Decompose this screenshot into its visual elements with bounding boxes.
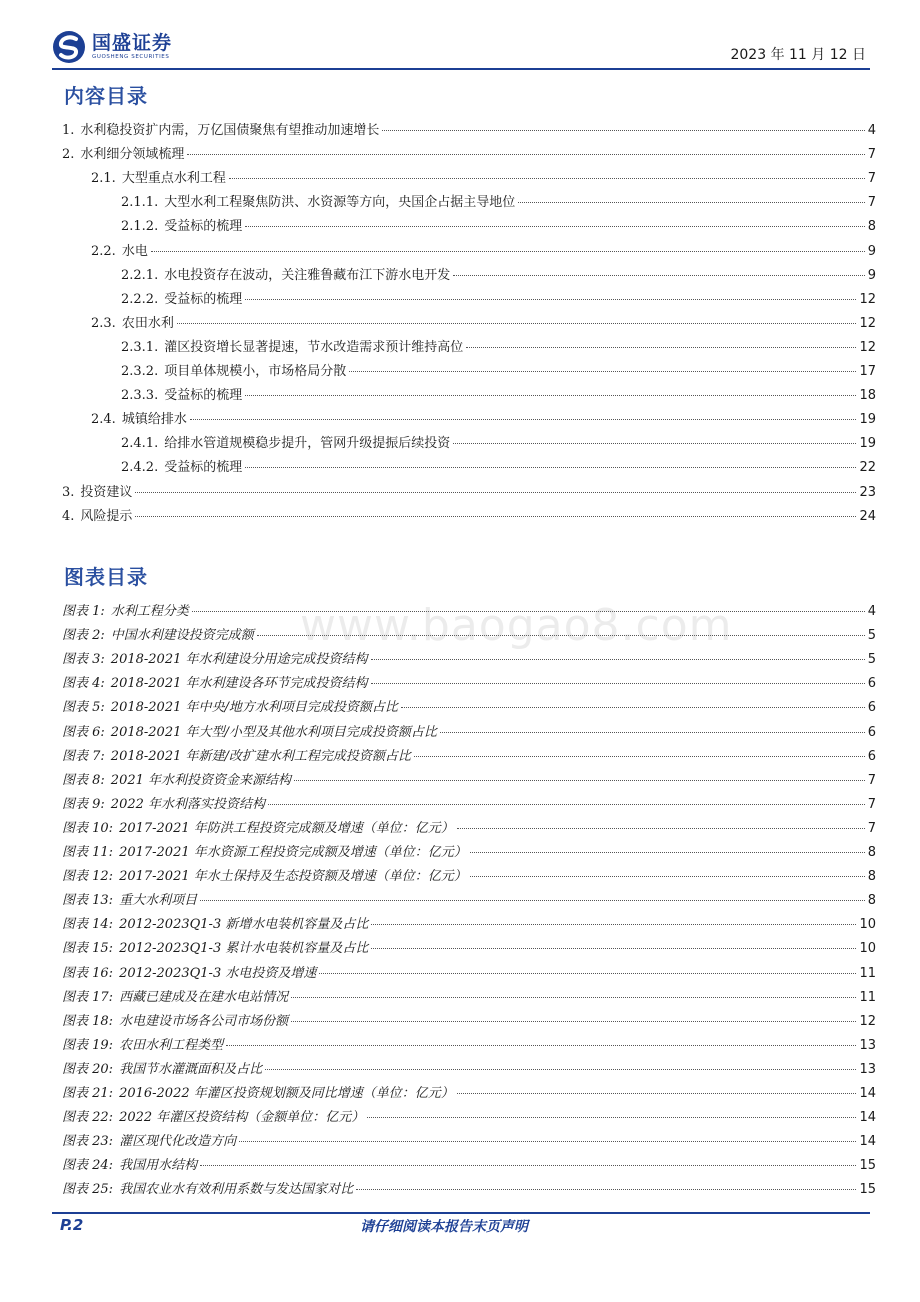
entry-number: 2.4.2. [121, 460, 159, 476]
dot-leader [239, 1141, 856, 1142]
entry-page-number: 14 [859, 1086, 876, 1101]
entry-page-number: 23 [859, 484, 876, 500]
dot-leader [226, 1045, 856, 1046]
entry-page-number: 18 [859, 388, 876, 404]
entry-title: 2022 年灌区投资结构（金额单位：亿元） [119, 1110, 365, 1126]
entry-number: 图表 10: [62, 820, 114, 836]
entry-number: 2.2.2. [121, 291, 159, 307]
figure-entry[interactable] [62, 769, 876, 793]
entry-number: 2.1. [91, 171, 116, 187]
watermark: www.baogao8.com [300, 600, 733, 651]
entry-title: 2018-2021 年水利建设分用途完成投资结构 [110, 652, 368, 668]
figure-entry[interactable] [62, 1130, 876, 1154]
dot-leader [466, 347, 856, 348]
header-divider [52, 68, 870, 70]
entry-page-number: 22 [859, 460, 876, 476]
entry-number: 图表 15: [62, 941, 114, 957]
dot-leader [190, 419, 857, 420]
entry-title: 水利稳投资扩内需，万亿国债聚焦有望推动加速增长 [80, 123, 380, 138]
figure-entry[interactable] [62, 1058, 876, 1082]
entry-number: 2.3.3. [121, 388, 159, 404]
entry-page-number: 7 [867, 772, 876, 788]
figure-list-title: 图表目录 [64, 565, 148, 589]
entry-page-number: 8 [867, 893, 876, 909]
entry-title: 城镇给排水 [121, 412, 187, 428]
entry-page-number: 12 [859, 291, 876, 307]
figure-entry[interactable] [62, 889, 876, 913]
entry-number: 图表 17: [62, 989, 114, 1005]
figure-entry[interactable] [62, 865, 876, 889]
page-header [52, 28, 870, 70]
entry-title: 2018-2021 年新建/改扩建水利工程完成投资额占比 [110, 748, 411, 764]
toc-entry[interactable] [121, 336, 876, 360]
entry-title: 2012-2023Q1-3 新增水电装机容量及占比 [119, 917, 369, 933]
entry-page-number: 4 [867, 123, 876, 138]
entry-number: 2.4.1. [121, 436, 159, 452]
figure-entry[interactable] [62, 1106, 876, 1130]
entry-number: 2.1.2. [121, 219, 159, 235]
entry-page-number: 7 [867, 820, 876, 836]
entry-page-number: 7 [867, 195, 876, 211]
toc-entry[interactable] [62, 505, 876, 529]
entry-number: 4. [62, 508, 75, 524]
logo-chinese-name: 国盛证券 [92, 32, 173, 54]
entry-number: 图表 14: [62, 917, 114, 933]
dot-leader [371, 683, 865, 684]
entry-page-number: 5 [867, 652, 876, 668]
entry-number: 图表 16: [62, 965, 114, 981]
dot-leader [268, 804, 865, 805]
report-date: 2023 年 11 月 12 日 [730, 47, 866, 63]
entry-page-number: 6 [867, 724, 876, 740]
dot-leader [291, 997, 856, 998]
dot-leader [401, 707, 865, 708]
figure-entry[interactable] [62, 937, 876, 961]
entry-number: 1. [62, 123, 75, 138]
entry-title: 投资建议 [80, 484, 133, 500]
entry-number: 2.3. [91, 315, 116, 331]
dot-leader [245, 226, 864, 227]
entry-title: 西藏已建成及在建水电站情况 [119, 989, 289, 1005]
entry-page-number: 24 [859, 508, 876, 524]
entry-number: 图表 25: [62, 1182, 114, 1198]
toc-entry[interactable] [121, 456, 876, 480]
dot-leader [187, 154, 864, 155]
dot-leader [135, 516, 856, 517]
dot-leader [265, 1069, 856, 1070]
entry-title: 2018-2021 年中央/地方水利项目完成投资额占比 [110, 700, 398, 716]
figure-entry[interactable] [62, 1034, 876, 1058]
entry-page-number: 13 [859, 1061, 876, 1077]
figure-entry[interactable] [62, 721, 876, 745]
entry-title: 农田水利 [121, 315, 174, 331]
dot-leader [319, 973, 856, 974]
entry-title: 重大水利项目 [119, 893, 198, 909]
logo-english-name: GUOSHENG SECURITIES [92, 54, 170, 60]
dot-leader [371, 948, 856, 949]
entry-number: 图表 3: [62, 652, 105, 668]
entry-page-number: 15 [859, 1158, 876, 1174]
entry-title: 受益标的梳理 [164, 460, 243, 476]
guosheng-logo-icon [52, 30, 86, 64]
entry-number: 图表 22: [62, 1110, 114, 1126]
entry-number: 图表 19: [62, 1037, 114, 1053]
entry-page-number: 13 [859, 1037, 876, 1053]
dot-leader [440, 732, 865, 733]
entry-page-number: 14 [859, 1110, 876, 1126]
dot-leader [414, 756, 865, 757]
entry-page-number: 7 [867, 147, 876, 163]
entry-number: 图表 11: [62, 845, 114, 860]
footer-divider [52, 1212, 870, 1214]
entry-title: 我国农业水有效利用系数与发达国家对比 [119, 1182, 354, 1198]
entry-title: 2018-2021 年水利建设各环节完成投资结构 [110, 676, 368, 692]
toc-entry[interactable] [121, 215, 876, 239]
figure-entry[interactable] [62, 648, 876, 672]
entry-title: 受益标的梳理 [164, 388, 243, 404]
entry-title: 受益标的梳理 [164, 291, 243, 307]
toc-entry[interactable] [62, 119, 876, 143]
entry-title: 我国用水结构 [119, 1158, 198, 1174]
entry-page-number: 12 [859, 315, 876, 331]
entry-title: 2016-2022 年灌区投资规划额及同比增速（单位：亿元） [119, 1086, 454, 1101]
entry-page-number: 8 [867, 219, 876, 235]
entry-number: 2. [62, 147, 75, 163]
figure-entry[interactable] [62, 1010, 876, 1034]
entry-page-number: 9 [867, 243, 876, 259]
toc-entry[interactable] [121, 384, 876, 408]
entry-number: 2.4. [91, 412, 116, 428]
entry-title: 水电建设市场各公司市场份额 [119, 1013, 289, 1029]
figure-entry[interactable] [62, 696, 876, 720]
entry-page-number: 11 [859, 989, 876, 1005]
toc-entry[interactable] [91, 312, 876, 336]
dot-leader [177, 323, 857, 324]
entry-page-number: 15 [859, 1182, 876, 1198]
dot-leader [349, 371, 856, 372]
dot-leader [245, 467, 856, 468]
dot-leader [518, 202, 864, 203]
dot-leader [470, 852, 865, 853]
entry-number: 图表 5: [62, 700, 105, 716]
entry-page-number: 4 [867, 604, 876, 619]
dot-leader [245, 395, 856, 396]
entry-page-number: 11 [859, 965, 876, 981]
entry-number: 2.1.1. [121, 195, 159, 211]
dot-leader [151, 251, 865, 252]
entry-number: 2.2.1. [121, 267, 159, 283]
toc-entry[interactable] [62, 481, 876, 505]
figure-entry[interactable] [62, 1082, 876, 1106]
company-logo [52, 30, 172, 64]
toc-entry[interactable] [121, 191, 876, 215]
figure-entry[interactable] [62, 793, 876, 817]
entry-title: 2012-2023Q1-3 水电投资及增速 [119, 965, 317, 981]
dot-leader [294, 780, 865, 781]
entry-page-number: 10 [859, 917, 876, 933]
page-number: P.2 [60, 1216, 84, 1234]
figure-entry[interactable] [62, 962, 876, 986]
dot-leader [356, 1189, 856, 1190]
entry-number: 2.3.2. [121, 364, 159, 379]
entry-number: 图表 18: [62, 1013, 114, 1029]
entry-title: 大型水利工程聚焦防洪、水资源等方向，央国企占据主导地位 [164, 195, 516, 211]
entry-title: 水电投资存在波动，关注雅鲁藏布江下游水电开发 [164, 267, 451, 283]
figure-entry[interactable] [62, 672, 876, 696]
entry-title: 给排水管道规模稳步提升，管网升级提振后续投资 [164, 436, 451, 452]
entry-page-number: 12 [859, 339, 876, 355]
entry-title: 大型重点水利工程 [121, 171, 226, 187]
entry-number: 图表 21: [62, 1086, 114, 1101]
entry-title: 我国节水灌溉面积及占比 [119, 1061, 263, 1077]
entry-number: 图表 4: [62, 676, 105, 692]
entry-number: 图表 24: [62, 1158, 114, 1174]
entry-number: 图表 23: [62, 1134, 114, 1150]
entry-page-number: 8 [867, 869, 876, 885]
toc-entry[interactable] [62, 143, 876, 167]
toc-entry[interactable] [91, 167, 876, 191]
dot-leader [367, 1117, 856, 1118]
entry-page-number: 14 [859, 1134, 876, 1150]
dot-leader [382, 130, 864, 131]
dot-leader [453, 275, 864, 276]
entry-title: 2018-2021 年大型/小型及其他水利项目完成投资额占比 [110, 724, 437, 740]
figure-entry[interactable] [62, 986, 876, 1010]
entry-title: 水电 [121, 243, 148, 259]
entry-title: 项目单体规模小，市场格局分散 [164, 364, 347, 379]
entry-number: 图表 2: [62, 628, 105, 644]
figure-entry[interactable] [62, 745, 876, 769]
entry-number: 2.3.1. [121, 339, 159, 355]
toc-entry[interactable] [121, 360, 876, 384]
disclaimer-note: 请仔细阅读本报告末页声明 [360, 1219, 528, 1235]
entry-number: 图表 6: [62, 724, 105, 740]
entry-number: 图表 20: [62, 1061, 114, 1077]
entry-number: 图表 8: [62, 772, 105, 788]
figure-entry[interactable] [62, 817, 876, 841]
entry-page-number: 5 [867, 628, 876, 644]
entry-title: 灌区现代化改造方向 [119, 1134, 237, 1150]
entry-title: 2017-2021 年水资源工程投资完成额及增速（单位：亿元） [119, 845, 467, 860]
toc-entry[interactable] [91, 408, 876, 432]
toc-title: 内容目录 [64, 84, 148, 108]
figure-entry[interactable] [62, 1154, 876, 1178]
toc-entry[interactable] [121, 288, 876, 312]
entry-page-number: 17 [859, 364, 876, 379]
entry-page-number: 12 [859, 1013, 876, 1029]
entry-title: 受益标的梳理 [164, 219, 243, 235]
entry-number: 图表 13: [62, 893, 114, 909]
entry-page-number: 6 [867, 748, 876, 764]
entry-page-number: 6 [867, 700, 876, 716]
dot-leader [245, 299, 856, 300]
figure-entry[interactable] [62, 841, 876, 865]
entry-title: 2022 年水利落实投资结构 [110, 796, 266, 812]
dot-leader [229, 178, 865, 179]
dot-leader [453, 443, 856, 444]
toc-entry[interactable] [91, 240, 876, 264]
figure-entry[interactable] [62, 1178, 876, 1202]
toc-entry[interactable] [121, 432, 876, 456]
entry-number: 图表 9: [62, 796, 105, 812]
dot-leader [291, 1021, 856, 1022]
entry-page-number: 10 [859, 941, 876, 957]
entry-page-number: 9 [867, 267, 876, 283]
dot-leader [457, 828, 865, 829]
entry-title: 2012-2023Q1-3 累计水电装机容量及占比 [119, 941, 369, 957]
entry-number: 图表 1: [62, 604, 105, 619]
entry-page-number: 7 [867, 171, 876, 187]
entry-number: 3. [62, 484, 75, 500]
entry-page-number: 19 [859, 436, 876, 452]
entry-page-number: 8 [867, 845, 876, 860]
dot-leader [470, 876, 865, 877]
toc-entry[interactable] [121, 264, 876, 288]
entry-number: 图表 12: [62, 869, 114, 885]
dot-leader [371, 924, 856, 925]
entry-title: 风险提示 [80, 508, 133, 524]
entry-title: 水利工程分类 [110, 604, 189, 619]
dot-leader [135, 492, 856, 493]
entry-number: 2.2. [91, 243, 116, 259]
entry-title: 2017-2021 年水土保持及生态投资额及增速（单位：亿元） [119, 869, 467, 885]
entry-page-number: 19 [859, 412, 876, 428]
entry-title: 2017-2021 年防洪工程投资完成额及增速（单位：亿元） [119, 820, 454, 836]
entry-title: 中国水利建设投资完成额 [110, 628, 254, 644]
entry-title: 灌区投资增长显著提速，节水改造需求预计维持高位 [164, 339, 464, 355]
dot-leader [457, 1093, 857, 1094]
entry-title: 2021 年水利投资资金来源结构 [110, 772, 292, 788]
entry-title: 水利细分领域梳理 [80, 147, 185, 163]
dot-leader [200, 900, 865, 901]
figure-entry[interactable] [62, 913, 876, 937]
entry-page-number: 6 [867, 676, 876, 692]
dot-leader [200, 1165, 856, 1166]
entry-title: 农田水利工程类型 [119, 1037, 224, 1053]
entry-page-number: 7 [867, 796, 876, 812]
entry-number: 图表 7: [62, 748, 105, 764]
dot-leader [371, 659, 865, 660]
